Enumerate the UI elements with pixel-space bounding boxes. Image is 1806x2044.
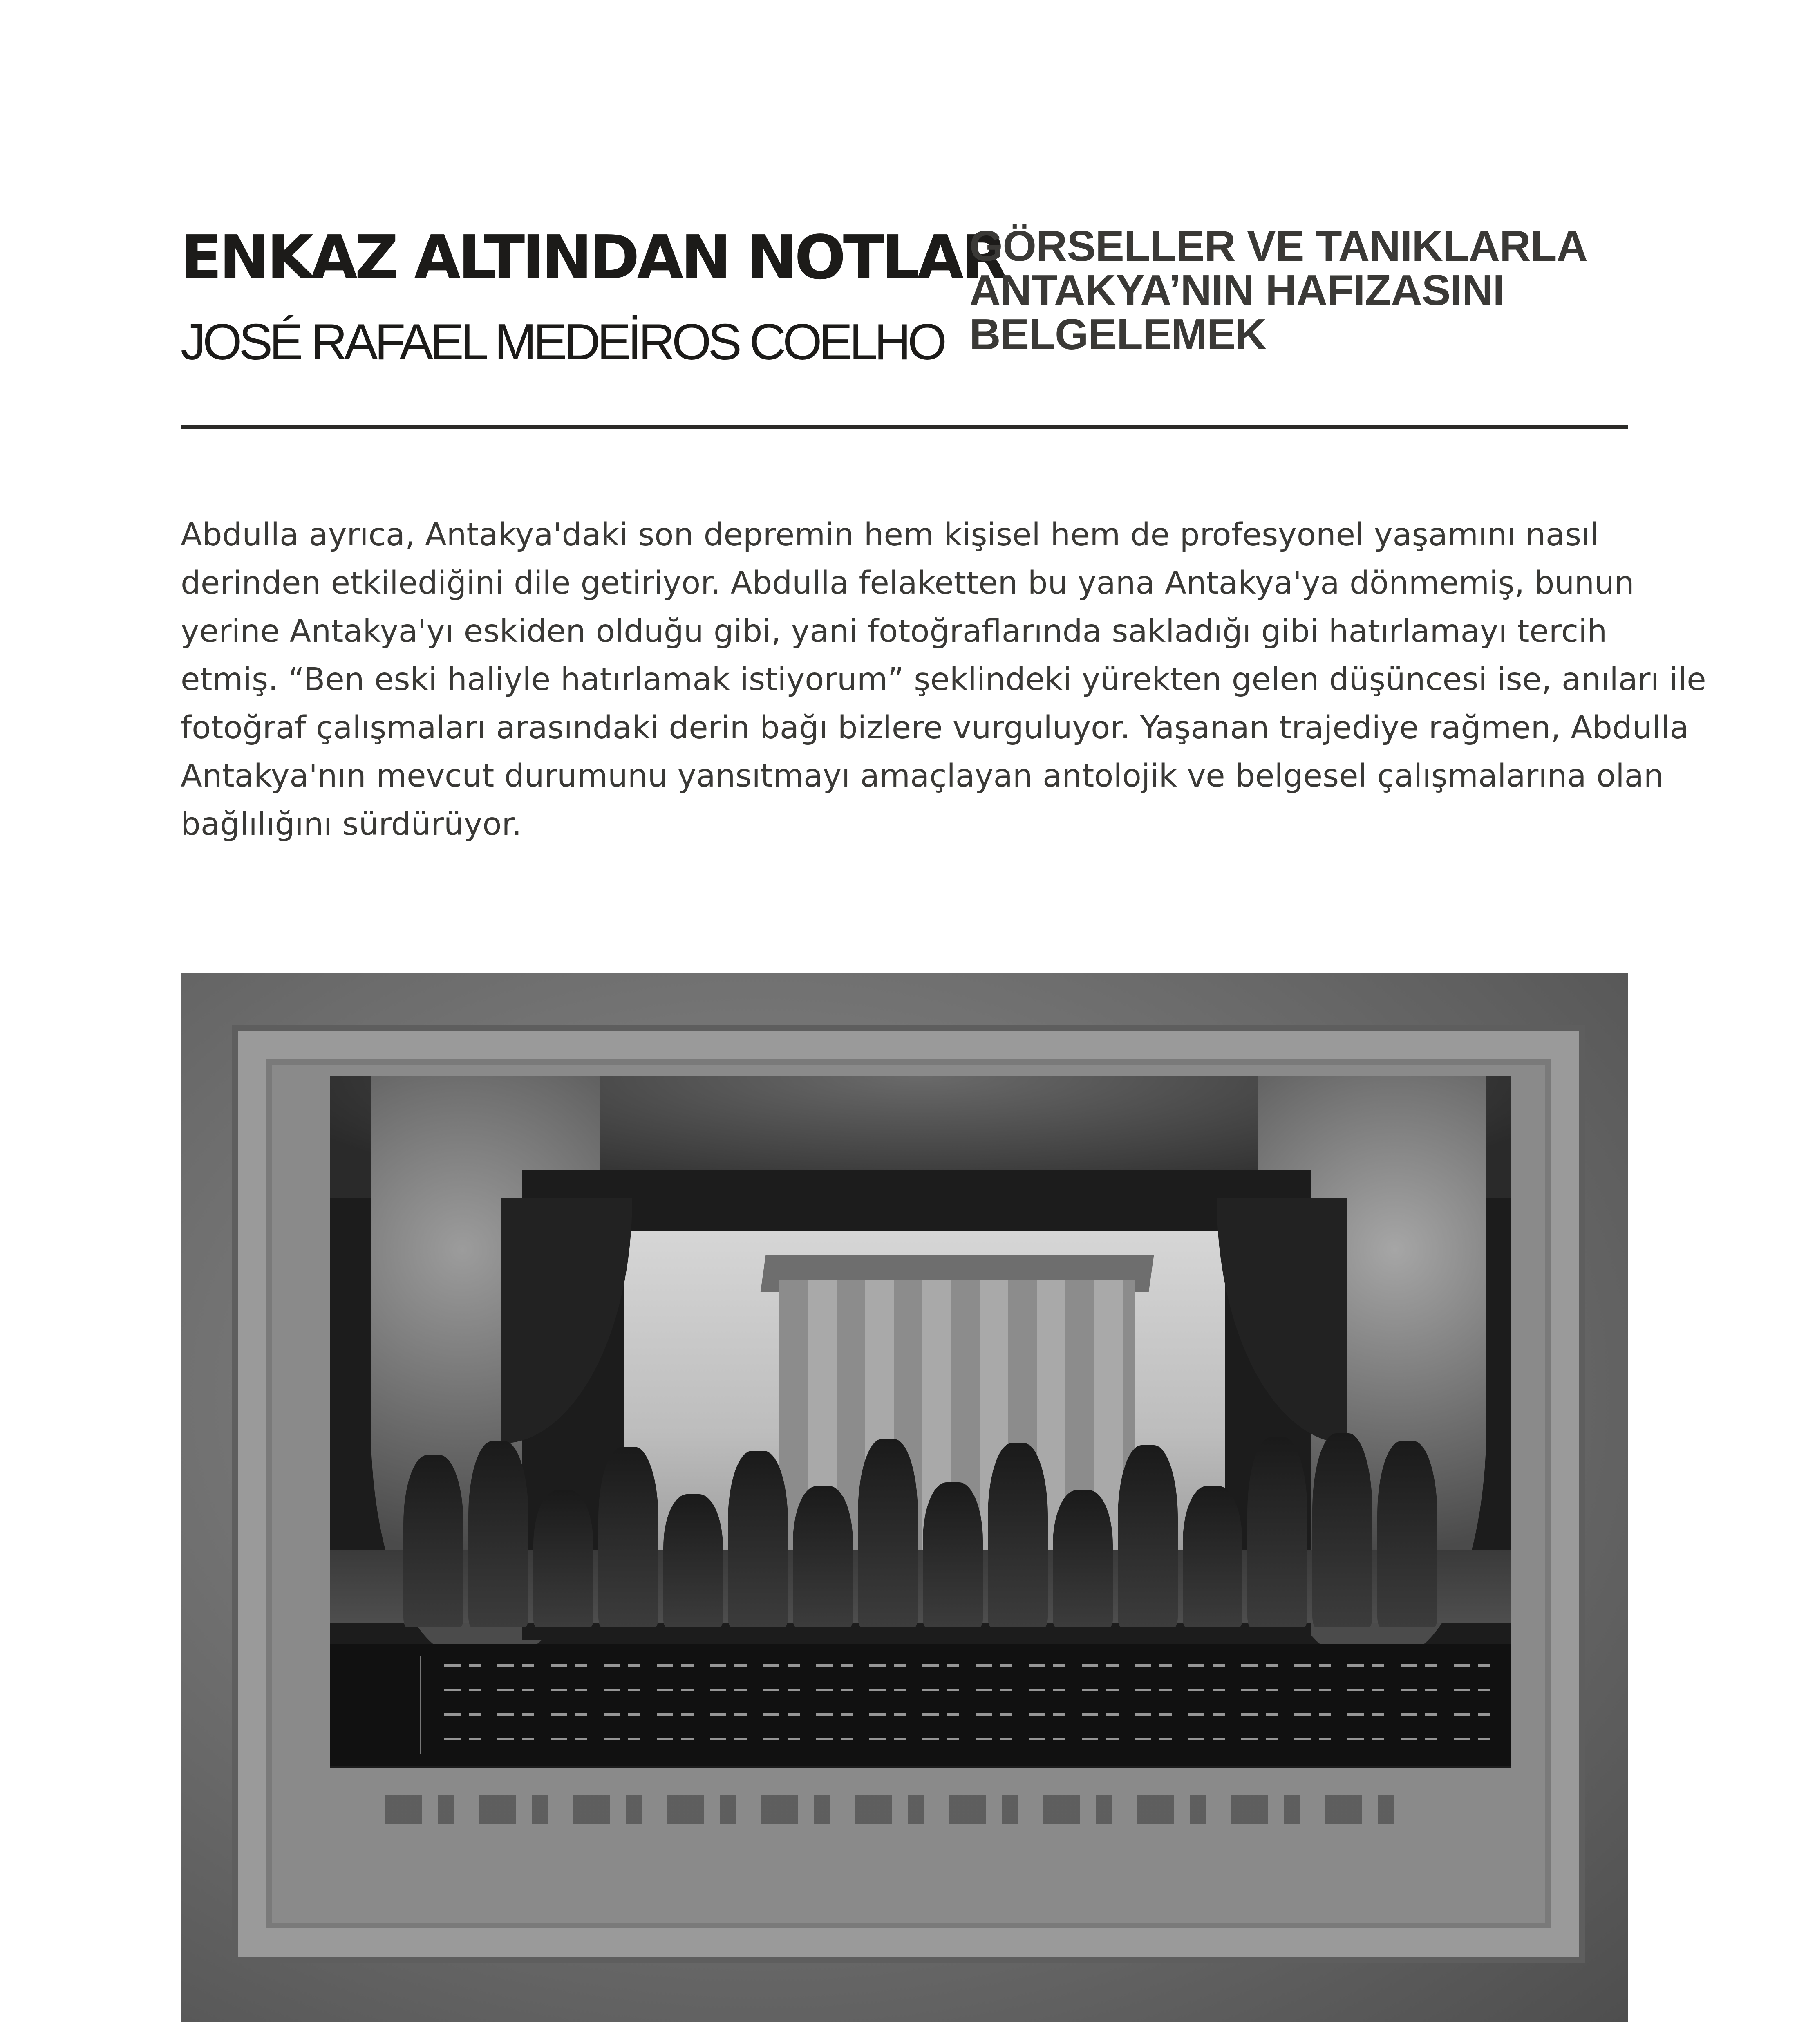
paragraph-line: etmiş. “Ben eski haliyle hatırlamak istiyorum” şeklindeki yürekten gelen düşüncesi ise, anıları ile <box>181 661 1706 698</box>
inscription-line <box>444 1664 1499 1667</box>
header-divider <box>181 425 1628 429</box>
performer-figure <box>858 1439 918 1627</box>
archival-photograph <box>181 973 1628 2022</box>
performer-figure <box>988 1443 1048 1627</box>
page-title: ENKAZ ALTINDAN NOTLAR <box>181 222 1005 293</box>
theatre-stage-image <box>330 1076 1511 1768</box>
author-name: JOSÉ RAFAEL MEDEİROS COELHO <box>181 314 944 370</box>
performer-figure <box>1312 1433 1372 1627</box>
inscription-line <box>444 1713 1499 1716</box>
performer-figure <box>728 1451 788 1627</box>
inscription-line <box>444 1689 1499 1691</box>
performer-figure <box>663 1494 723 1627</box>
body-paragraph <box>181 511 1706 849</box>
performer-figure <box>468 1441 528 1627</box>
performer-figure <box>533 1490 593 1627</box>
paragraph-line: derinden etkilediğini dile getiriyor. Abdulla felaketten bu yana Antakya'ya dönmemiş, bunun <box>181 565 1634 601</box>
plaque-side-panel <box>338 1656 421 1754</box>
performer-figure <box>1377 1441 1437 1627</box>
paragraph-line: Antakya'nın mevcut durumunu yansıtmayı amaçlayan antolojik ve belgesel çalışmalarına olan <box>181 758 1664 794</box>
performer-figure <box>1183 1486 1243 1627</box>
header-left <box>181 222 1005 375</box>
paragraph-line: fotoğraf çalışmaları arasındaki derin bağı bizlere vurguluyor. Yaşanan trajediye rağmen, Abdulla <box>181 710 1689 746</box>
performer-figure <box>1118 1445 1178 1627</box>
inscription-line <box>444 1738 1499 1740</box>
inscription-plaque <box>330 1644 1511 1766</box>
performer-figure <box>1053 1490 1113 1627</box>
paragraph-line: yerine Antakya'yı eskiden olduğu gibi, yani fotoğraflarında sakladığı gibi hatırlamayı tercih <box>181 613 1607 650</box>
subtitle-line: BELGELEMEK <box>969 310 1267 359</box>
performer-figure <box>793 1486 853 1627</box>
subtitle-line: GÖRSELLER VE TANIKLARLA <box>969 222 1588 270</box>
subtitle-line: ANTAKYA’NIN HAFIZASINI <box>969 266 1504 314</box>
paragraph-line: bağlılığını sürdürüyor. <box>181 806 522 843</box>
performer-figure <box>403 1455 463 1627</box>
handwritten-dedication <box>385 1795 1407 1824</box>
cast-group <box>403 1431 1437 1627</box>
performer-figure <box>923 1482 983 1627</box>
paragraph-line: Abdulla ayrıca, Antakya'daki son depremin hem kişisel hem de profesyonel yaşamını nasıl <box>181 517 1599 553</box>
performer-figure <box>598 1447 658 1627</box>
performer-figure <box>1247 1437 1307 1627</box>
section-subtitle <box>969 222 1623 359</box>
